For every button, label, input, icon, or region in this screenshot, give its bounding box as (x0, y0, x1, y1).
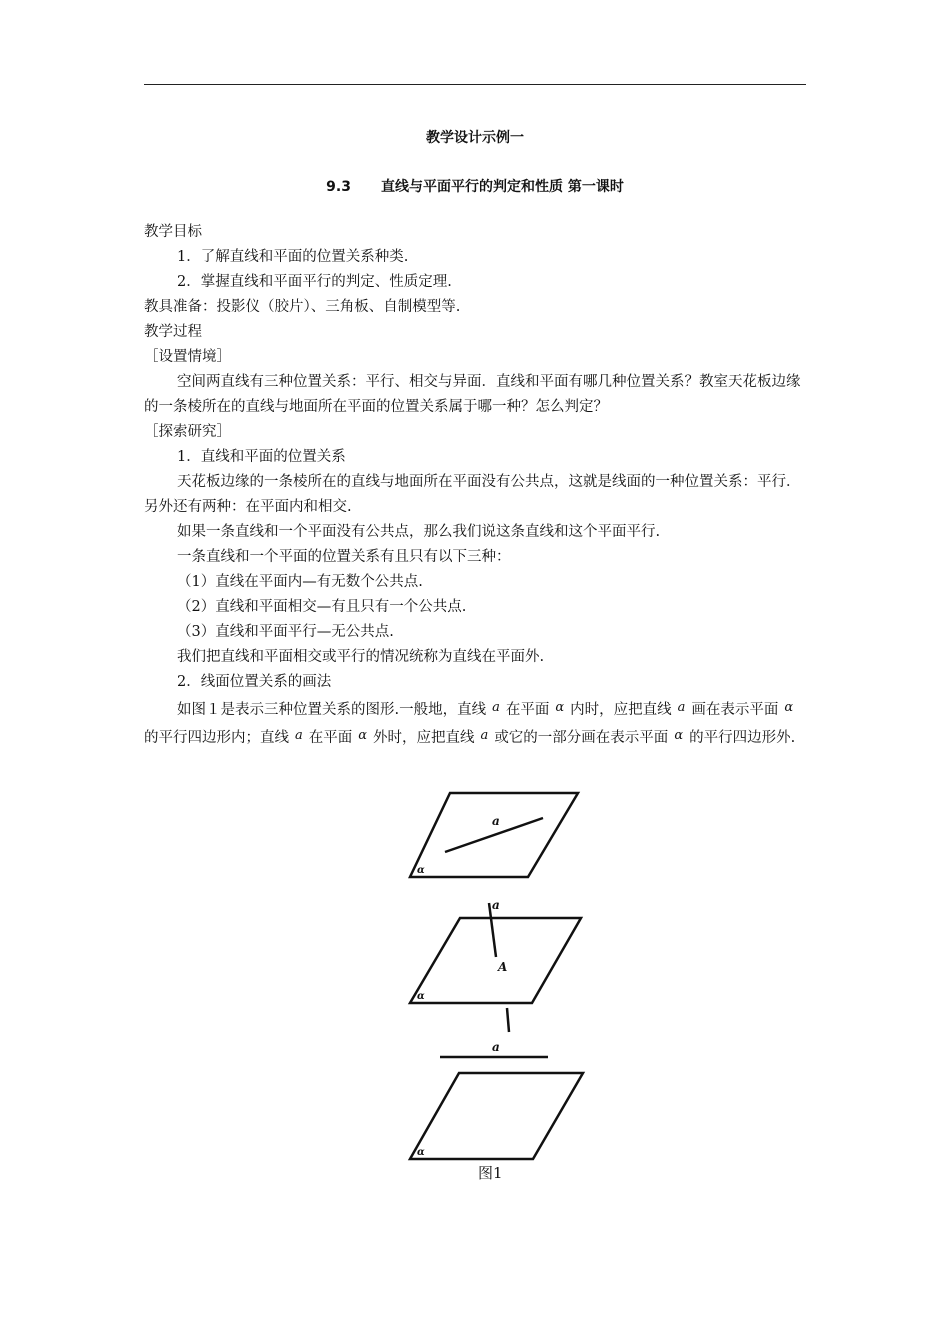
paragraph-ceiling: 天花板边缘的一条棱所在的直线与地面所在平面没有公共点，这就是线面的一种位置关系：平行．另外还有两种：在平面内和相交. (144, 474, 801, 515)
figure-1 (400, 785, 600, 1185)
heading-explore: ［探索研究］ (144, 424, 231, 440)
goal-2: 2．掌握直线和平面平行的判定、性质定理. (177, 274, 452, 290)
paragraph-outside: 我们把直线和平面相交或平行的情况统称为直线在平面外. (177, 649, 545, 665)
case-1: （1）直线在平面内—有无数个公共点. (177, 574, 423, 590)
document-body (144, 220, 809, 751)
heading-process: 教学过程 (144, 324, 202, 340)
symbol-alpha: α (784, 700, 794, 715)
heading-scenario: ［设置情境］ (144, 349, 231, 365)
plane-3 (410, 1073, 583, 1159)
plane-2 (410, 918, 581, 1003)
symbol-alpha: α (674, 728, 684, 743)
symbol-a: a (492, 700, 500, 715)
label-a-3: a (492, 1040, 500, 1054)
symbol-alpha: α (555, 700, 565, 715)
paragraph-definition: 如果一条直线和一个平面没有公共点，那么我们说这条直线和这个平面平行. (177, 524, 661, 540)
section-number: 9.3 (326, 179, 351, 195)
label-alpha-2: α (417, 991, 425, 1002)
line-intersecting-lower (507, 1008, 509, 1032)
subheading-2: 2．线面位置关系的画法 (177, 674, 332, 690)
section-title-text: 直线与平面平行的判定和性质 第一课时 (380, 179, 624, 195)
paragraph-drawing: 如图１是表示三种位置关系的图形.一般地，直线 a 在平面 α 内时，应把直线 a 画在表示平面 α的平行四边形内；直线 a 在平面 α 外时，应把直线 a 或它的一部分画在表示平面 α 的平行四边形外. (144, 695, 809, 751)
symbol-a: a (677, 700, 686, 715)
paragraph-scenario: 空间两直线有三种位置关系：平行、相交与异面．直线和平面有哪几种位置关系？教室天花板边缘的一条棱所在的直线与地面所在平面的位置关系属于哪一种？怎么判定？ (144, 374, 801, 415)
heading-goals: 教学目标 (144, 224, 202, 240)
paragraph-three-cases: 一条直线和一个平面的位置关系有且只有以下三种： (177, 549, 511, 565)
goal-1: 1．了解直线和平面的位置关系种类. (177, 249, 409, 265)
label-a-2: a (492, 898, 500, 912)
symbol-alpha: α (358, 728, 368, 743)
symbol-a: a (480, 728, 489, 743)
label-alpha-3: α (417, 1147, 425, 1158)
header-rule (144, 84, 806, 85)
tools-line: 教具准备：投影仪（胶片）、三角板、自制模型等. (144, 299, 461, 315)
label-point-A: A (498, 960, 508, 974)
subheading-1: 1．直线和平面的位置关系 (177, 449, 346, 465)
doc-title: 教学设计示例一 (426, 130, 524, 146)
case-3: （3）直线和平面平行—无公共点. (177, 624, 394, 640)
section-title (0, 176, 950, 196)
case-2: （2）直线和平面相交—有且只有一个公共点. (177, 599, 467, 615)
label-a-1: a (492, 814, 500, 828)
label-alpha-1: α (417, 865, 425, 876)
figure-caption: 图1 (478, 1164, 503, 1182)
symbol-a: a (295, 728, 303, 743)
